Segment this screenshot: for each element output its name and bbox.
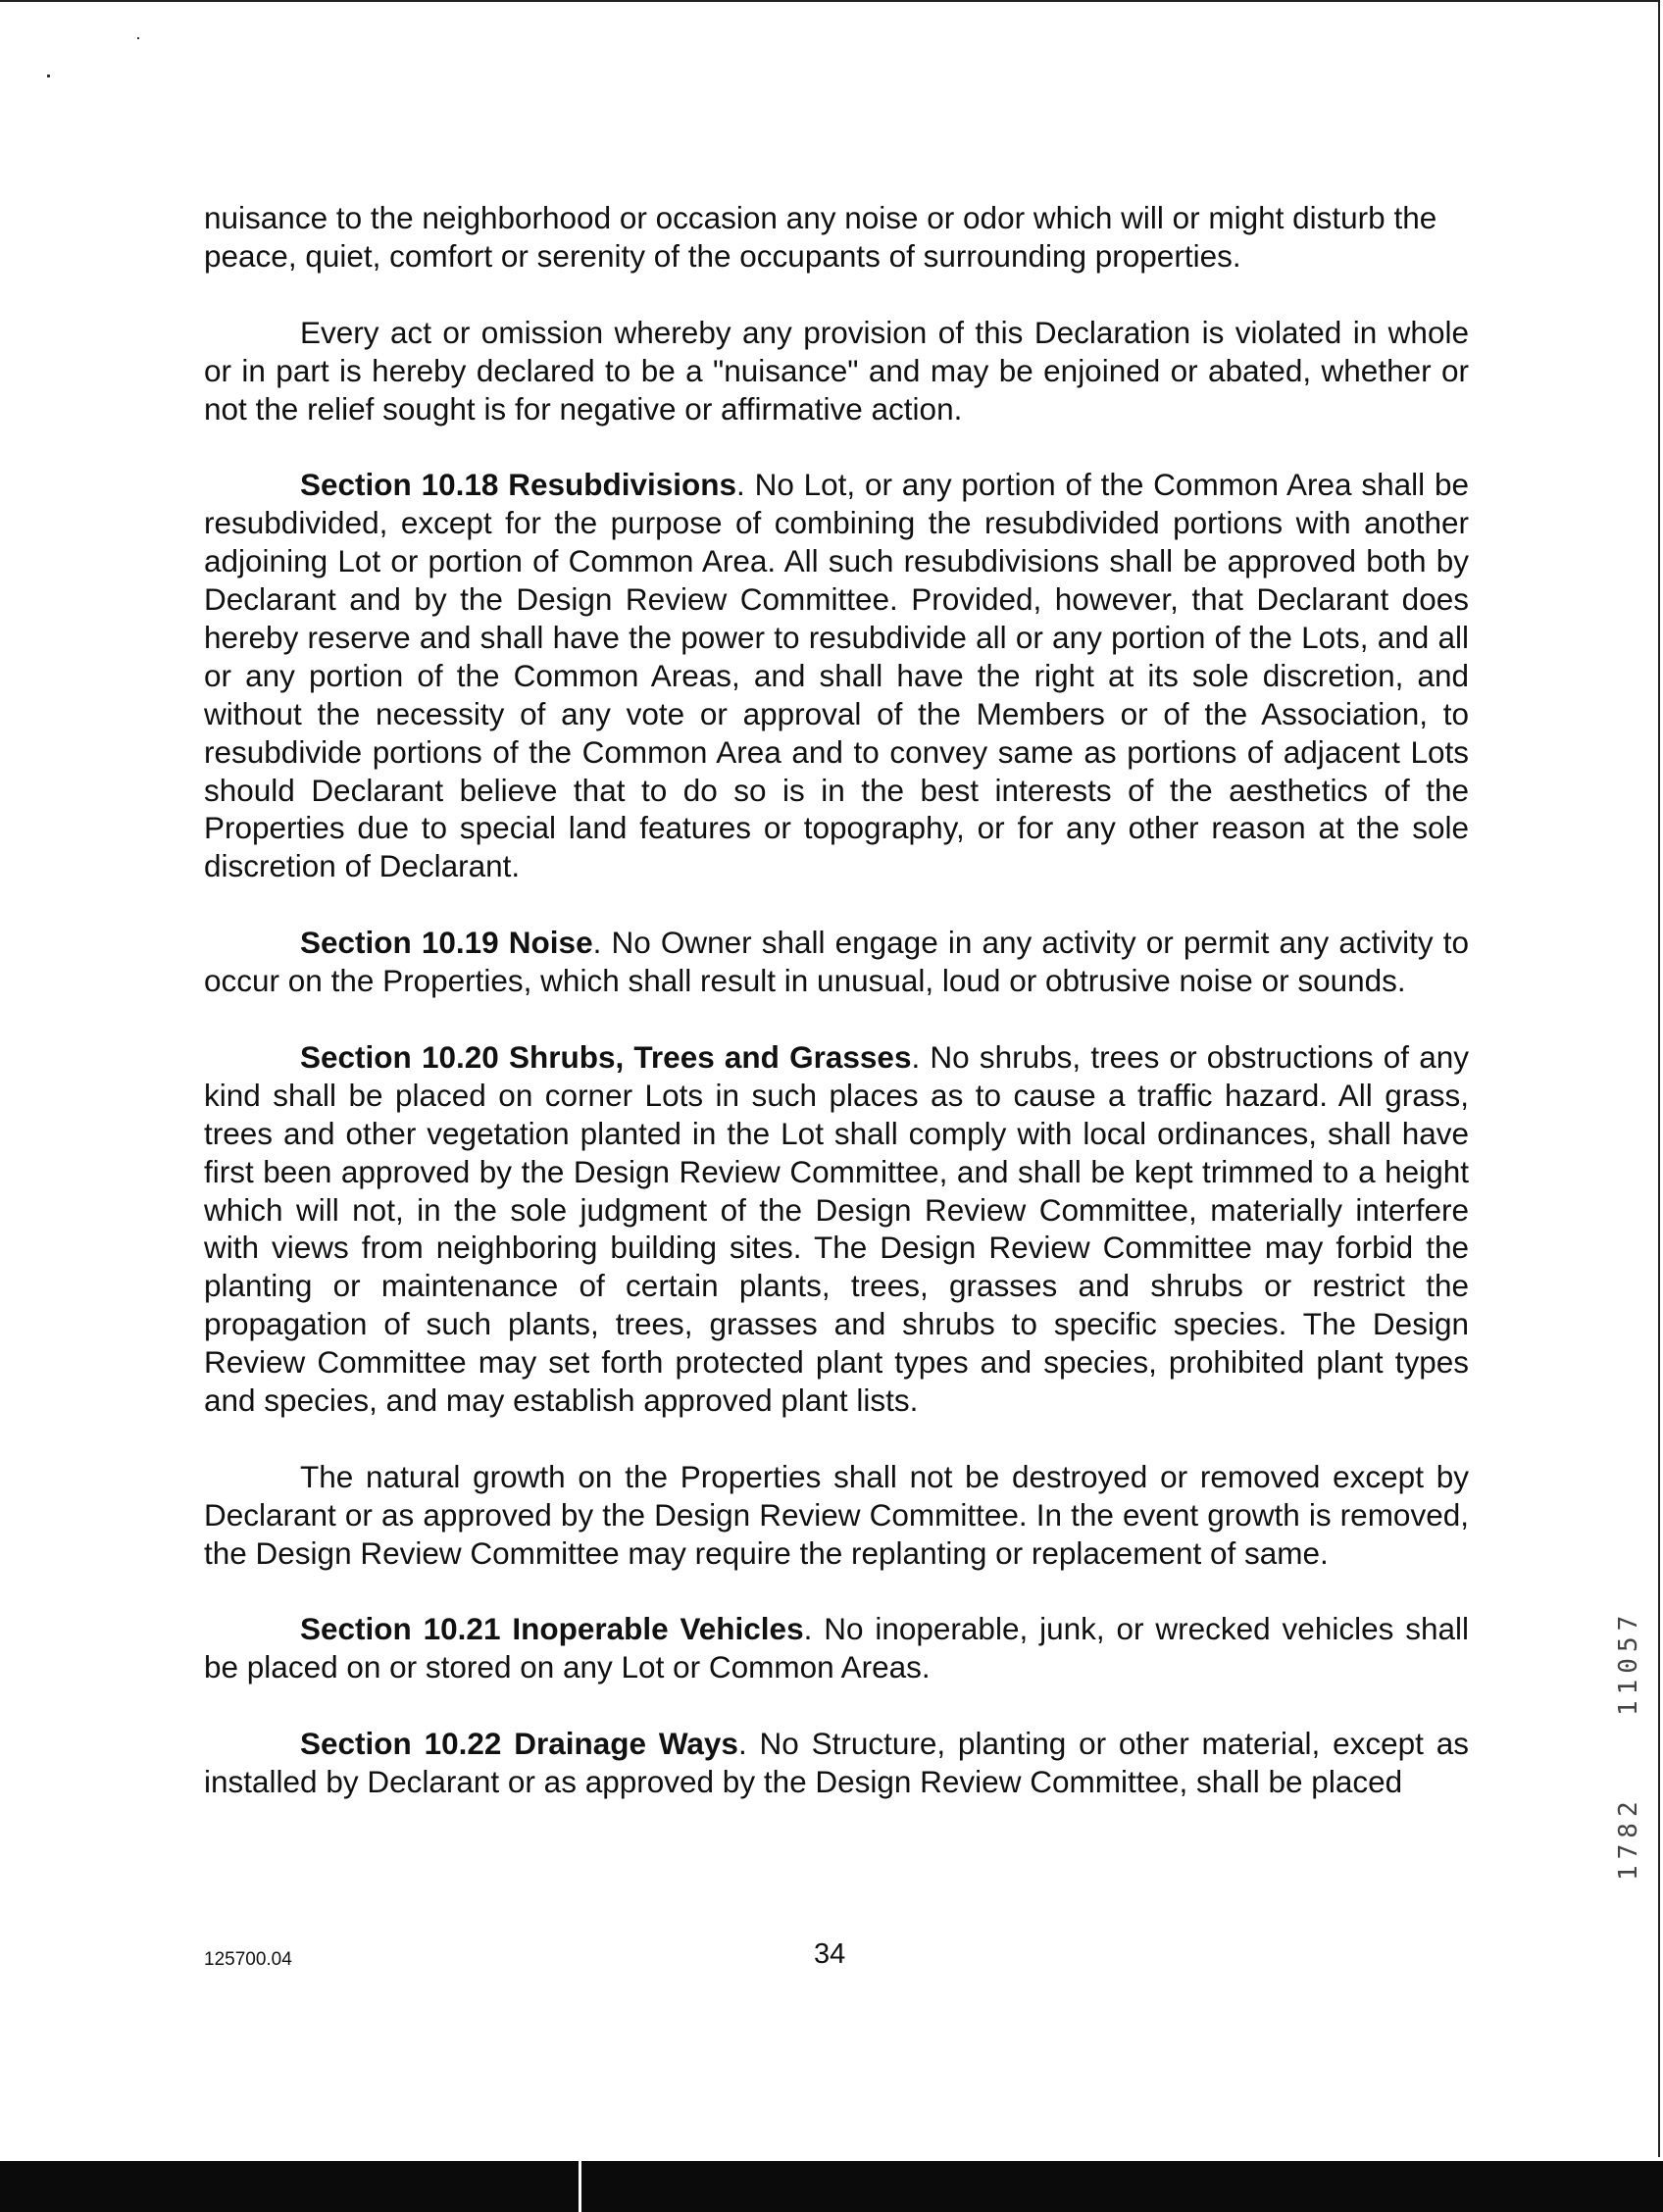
section-heading: Section 10.22 Drainage Ways (300, 1726, 738, 1762)
scan-bottom-band (0, 2161, 1663, 2212)
paragraph-text: . No inoperable, junk, or wrecked vehicles shall be placed on or stored on any Lot or Common Areas. (204, 1611, 1470, 1685)
paragraph-text: nuisance to the neighborhood or occasion any noise or odor which will or might disturb the peace, quiet, comfort or serenity of the occupants of surrounding properties. (204, 200, 1437, 274)
paragraph (204, 1458, 1469, 1573)
recording-stamp: 11057 (1614, 1609, 1643, 1716)
section-heading: Section 10.20 Shrubs, Trees and Grasses (300, 1038, 912, 1075)
section-heading: Section 10.21 Inoperable Vehicles (300, 1611, 804, 1647)
paragraph-text: . No shrubs, trees or obstructions of any kind shall be placed on corner Lots in such places as to cause a traffic hazard. All grass, trees and other vegetation planted in the Lot shall comply with local ordinances, shall have first been approved by the Design Review Committee, and shall be kept trimmed to a height which will not, in the sole judgment of the Design Review Committee, materially interfere with views from neighboring building sites. The Design Review Committee may forbid the planting or maintenance of certain plants, trees, grasses and shrubs or restrict the propagation of such plants, trees, grasses and shrubs to specific species. The Design Review Committee may set forth protected plant types and species, prohibited plant types and species, and may establish approved plant lists. (204, 1038, 1470, 1419)
recording-stamp: 1782 (1614, 1795, 1643, 1881)
scan-artifact (47, 75, 50, 77)
section-10-18 (204, 466, 1469, 885)
paragraph (204, 199, 1469, 276)
section-heading: Section 10.18 Resubdivisions (300, 467, 737, 503)
paragraph-text: The natural growth on the Properties shall not be destroyed or removed except by Declarant or as approved by the Design Review Committee. In the event growth is removed, the Design Review Committee may require the replanting or replacement of same. (204, 1458, 1469, 1571)
paragraph-text: . No Lot, or any portion of the Common Area shall be resubdivided, except for the purpose of combining the resubdivided portions with another adjoining Lot or portion of Common Area. All such resubdivisions shall be approved both by Declarant and by the Design Review Committee. Provided, however, that Declarant does hereby reserve and shall have the power to resubdivide all or any portion of the Lots, and all or any portion of the Common Areas, and shall have the right at its sole discretion, and without the necessity of any vote or approval of the Members or of the Association, to resubdivide portions of the Common Area and to convey same as portions of adjacent Lots should Declarant believe that to do so is in the best interests of the aesthetics of the Properties due to special land features or topography, or for any other reason at the sole discretion of Declarant. (204, 467, 1469, 884)
scan-band-divider (579, 2161, 581, 2212)
document-code: 125700.04 (204, 1949, 292, 1970)
page-number: 34 (814, 1938, 846, 1970)
section-heading: Section 10.19 Noise (300, 925, 593, 961)
paragraph (204, 314, 1469, 428)
section-10-21 (204, 1610, 1469, 1686)
paragraph-text: Every act or omission whereby any provision of this Declaration is violated in whole or in part is hereby declared to be a "nuisance" and may be enjoined or abated, whether or not the relief sought is for negative or affirmative action. (204, 314, 1469, 427)
section-10-20 (204, 1038, 1469, 1420)
paragraph-text: . No Owner shall engage in any activity or permit any activity to occur on the Properties, which shall result in unusual, loud or obtrusive noise or sounds. (204, 925, 1469, 999)
section-10-22 (204, 1725, 1469, 1801)
scan-artifact (137, 37, 139, 39)
document-body (204, 199, 1469, 1839)
section-10-19 (204, 924, 1469, 1000)
paragraph-text: . No Structure, planting or other material, except as installed by Declarant or as approved by the Design Review Committee, shall be placed (204, 1726, 1469, 1800)
